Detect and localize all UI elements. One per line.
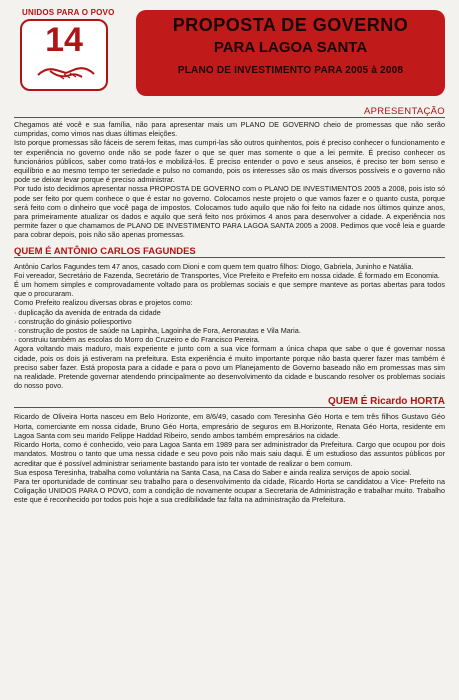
divider	[14, 257, 445, 258]
list-item: · duplicação da avenida de entrada da cidade	[14, 307, 161, 317]
antonio-heading	[14, 246, 445, 260]
paragraph: Isto porque promessas são fáceis de serem feitas, mas cumpri-las são outros quinhentos, pois é preciso conhecer o funcionamento e ter experiência no governo onde não se pode fazer o que se quer mas somente o que a lei permite. É preciso conhecer os funcionários públicos, saber como tratá-los e mobilizá-los. É preciso entender o povo e seus anseios, é preciso ter bom senso e equilíbrio e ao mesmo tempo ter seriedade e pulso no comando, pois os interesses são os mais diversos possíveis e o governo não pode se deixar levar porque é preciso administrar.	[14, 138, 445, 185]
section-title: APRESENTAÇÃO	[360, 106, 445, 117]
paragraph: Chegamos até você e sua família, não para apresentar mais um PLANO DE GOVERNO cheio de promessas que não serão cumpridas, como vimos nas duas últimas eleições.	[14, 120, 445, 139]
apresentacao-heading	[14, 106, 445, 120]
header	[14, 8, 445, 102]
paragraph: É um homem simples e comprovadamente voltado para os problemas sociais e que sempre manteve as portas abertas para todos que o procuraram.	[14, 280, 445, 299]
paragraph: Sua esposa Teresinha, trabalha como voluntária na Santa Casa, na Casa do Saber e ainda realiza serviços de apoio social.	[14, 467, 412, 477]
paragraph: Ricardo de Oliveira Horta nasceu em Belo Horizonte, em 8/6/49, casado com Teresinha Géo Horta e tem três filhos Gustavo Géo Horta, comerciante em nossa cidade, Bruno Géo Horta, empresário de seguros em B.Horizonte, Renata Géo Horta, residente em Lagoa Santa com seu marido Felippe Haddad Ribeiro, sendo ambos também empresários na cidade.	[14, 412, 445, 440]
banner-plan: PLANO DE INVESTIMENTO PARA 2005 à 2008	[177, 65, 404, 76]
paragraph: Foi vereador, Secretário de Fazenda, Secretário de Transportes, Vice Prefeito e Prefeito em nossa cidade. É formado em Economia.	[14, 270, 440, 280]
apresentacao-body	[14, 120, 445, 240]
list-item: · construção do ginásio poliesportivo	[14, 316, 132, 326]
paragraph: Ricardo Horta, como é conhecido, veio para Lagoa Santa em 1989 para ser administrador da Prefeitura. Cargo que ocupou por dois mandatos. Mostrou o tanto que uma nessa cidade e seu povo pois não mais saiu daqui. É um estudioso das assuntos públicos por acreditar que é possível administrar seriamente bastando para isto ter vontade de realizar o bem comum.	[14, 440, 445, 468]
divider	[14, 407, 445, 408]
paragraph: Agora voltando mais maduro, mais experiente e junto com a sua vice formam a única chapa que sabe o que é governar nossa cidade, pois os dois já estiveram na prefeitura. Esta experiência é muito importante porque não basta querer fazer mas também é preciso saber fazer. Está proposta para a cidade e para o povo um Planejamento de Governo baseado não em promessas mas sim na realidade. Pretende governar atendendo principalmente ao desenvolvimento da cidade e buscando resolver os problemas sociais do nosso povo.	[14, 344, 445, 391]
ricardo-heading	[14, 396, 445, 410]
coalition-logo	[20, 8, 122, 102]
section-title: QUEM É ANTÔNIO CARLOS FAGUNDES	[14, 246, 200, 257]
banner-title: PROPOSTA DE GOVERNO	[172, 15, 409, 35]
title-banner	[136, 10, 445, 96]
paragraph: Por tudo isto decidimos apresentar nossa PROPOSTA DE GOVERNO com o PLANO DE INVESTIMENTOS 2005 a 2008, pois isto só pode ser feito por quem conhece o que é estar no governo. Colocamos neste projeto o que vamos fazer e o quanto custa, porque será feito com o dinheiro que você paga de impostos. Colocamos tudo aquilo que não foi feito na cidade nos últimos quinze anos, para primeiramente atualizar os dados e aquilo que será feito nos próximos 4 anos para desenvolver a cidade. A experiência nos permite fazer o que chamamos de PLANO DE INVESTIMENTO PARA LAGOA SANTA 2005 a 2008. Pedimos que você leia e guarde para cobrar depois, pois não são apenas promessas.	[14, 184, 445, 240]
section-title: QUEM É Ricardo HORTA	[324, 396, 445, 407]
logo-caption: UNIDOS PARA O POVO	[22, 8, 115, 17]
banner-subtitle: PARA LAGOA SANTA	[213, 39, 368, 56]
divider	[14, 117, 445, 118]
logo-card	[20, 19, 108, 91]
antonio-body	[14, 262, 445, 391]
logo-number: 14	[45, 21, 83, 59]
list-item: · construiu também as escolas do Morro do Cruzeiro e do Francisco Pereira.	[14, 335, 260, 345]
paragraph: Antônio Carlos Fagundes tem 47 anos, casado com Dioni e com quem tem quatro filhos: Diogo, Gabriela, Juninho e Natália.	[14, 261, 414, 271]
paragraph: Para ter oportunidade de continuar seu trabalho para o desenvolvimento da cidade, Ricardo Horta se candidatou a Vice- Prefeito na Coligação UNIDOS PARA O POVO, com a condição de novamente ocupar a Secretaria de Administração e trabalhar muito. Trabalho este que é reconhecido por todos pois hoje a sua credibilidade faz falta na administração da Prefeitura.	[14, 476, 445, 505]
handshake-icon	[36, 61, 96, 83]
list-item: · construção de postos de saúde na Lapinha, Lagoinha de Fora, Aeronautas e Vila Maria.	[14, 326, 301, 336]
paragraph: Como Prefeito realizou diversas obras e projetos como:	[14, 298, 193, 308]
ricardo-body	[14, 412, 445, 504]
